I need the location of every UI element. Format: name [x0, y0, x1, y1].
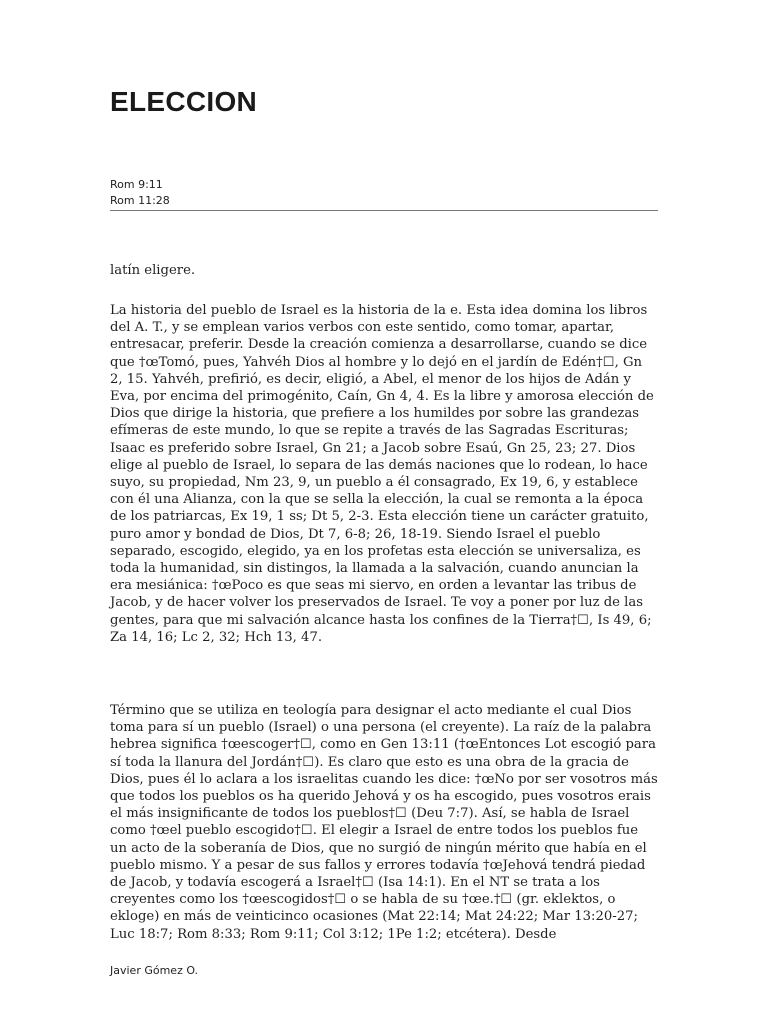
body-paragraph-theology: Término que se utiliza en teología para designar el acto mediante el cual Dios toma para sí un pueblo (Israel) o una persona (el creyente). La raíz de la palabra hebrea significa †œescoger†☐, como en Gen 13:11 (†œEntonces Lot escogió para sí toda la llanura del Jordán†☐). Es claro que esto es una obra de la gracia de Dios, pues él lo aclara a los israelitas cuando les dice: †œNo por ser vosotros más que todos los pueblos os ha querido Jehová y os ha escogido, pues vosotros erais el más insignificante de todos los pueblos†☐ (Deu 7:7). Así, se habla de Israel como †œel pueblo escogido†☐. El elegir a Israel de entre todos los pueblos fue un acto de la soberanía de Dios, que no surgió de ningún mérito que había en el pueblo mismo. Y a pesar de sus fallos y errores todavía †œJehová tendrá piedad de Jacob, y todavía escogerá a Israel†☐ (Isa 14:1). En el NT se trata a los creyentes como los †œescogidos†☐ o se habla de su †œe.†☐ (gr. eklektos, o ekloge) en más de veinticinco ocasiones (Mat 22:14; Mat 24:22; Mar 13:20-27; Luc 18:7; Rom 8:33; Rom 9:11; Col 3:12; 1Pe 1:2; etcétera). Desde — [110, 703, 658, 942]
body-paragraph-history: La historia del pueblo de Israel es la historia de la e. Esta idea domina los libros del A. T., y se emplean varios verbos con este sentido, como tomar, apartar, entresacar, preferir. Desde la creación comienza a desarrollarse, cuando se dice que †œTomó, pues, Yahvéh Dios al hombre y lo dejó en el jardín de Edén†☐, Gn 2, 15. Yahvéh, prefirió, es decir, eligió, a Abel, el menor de los hijos de Adán y Eva, por encima del primogénito, Caín, Gn 4, 4. Es la libre y amorosa elección de Dios que dirige la historia, que prefiere a los humildes por sobre las grandezas efímeras de este mundo, lo que se repite a través de las Sagradas Escrituras; Isaac es preferido sobre Israel, Gn 21; a Jacob sobre Esaú, Gn 25, 23; 27. Dios elige al pueblo de Israel, lo separa de las demás naciones que lo rodean, lo hace suyo, su propiedad, Nm 23, 9, un pueblo a él consagrado, Ex 19, 6, y establece con él una Alianza, con la que se sella la elección, la cual se remonta a la época de los patriarcas, Ex 19, 1 ss; Dt 5, 2-3. Esta elección tiene un carácter gratuito, puro amor y bondad de Dios, Dt 7, 6-8; 26, 18-19. Siendo Israel el pueblo separado, escogido, elegido, ya en los profetas esta elección se universaliza, es toda la humanidad, sin distingos, la llamada a la salvación, cuando anuncian la era mesiánica: †œPoco es que seas mi siervo, en orden a levantar las tribus de Jacob, y de hacer volver los preservados de Israel. Te voy a poner por luz de las gentes, para que mi salvación alcance hasta los confines de la Tierra†☐, Is 49, 6; Za 14, 16; Lc 2, 32; Hch 13, 47. — [110, 303, 654, 645]
page-title: ELECCION — [110, 86, 258, 117]
reference-item: Rom 9:11 — [110, 178, 163, 191]
reference-item: Rom 11:28 — [110, 194, 170, 207]
reference-list — [110, 177, 658, 211]
etymology-line: latín eligere. — [110, 263, 196, 278]
footer-author: Javier Gómez O. — [110, 964, 199, 977]
